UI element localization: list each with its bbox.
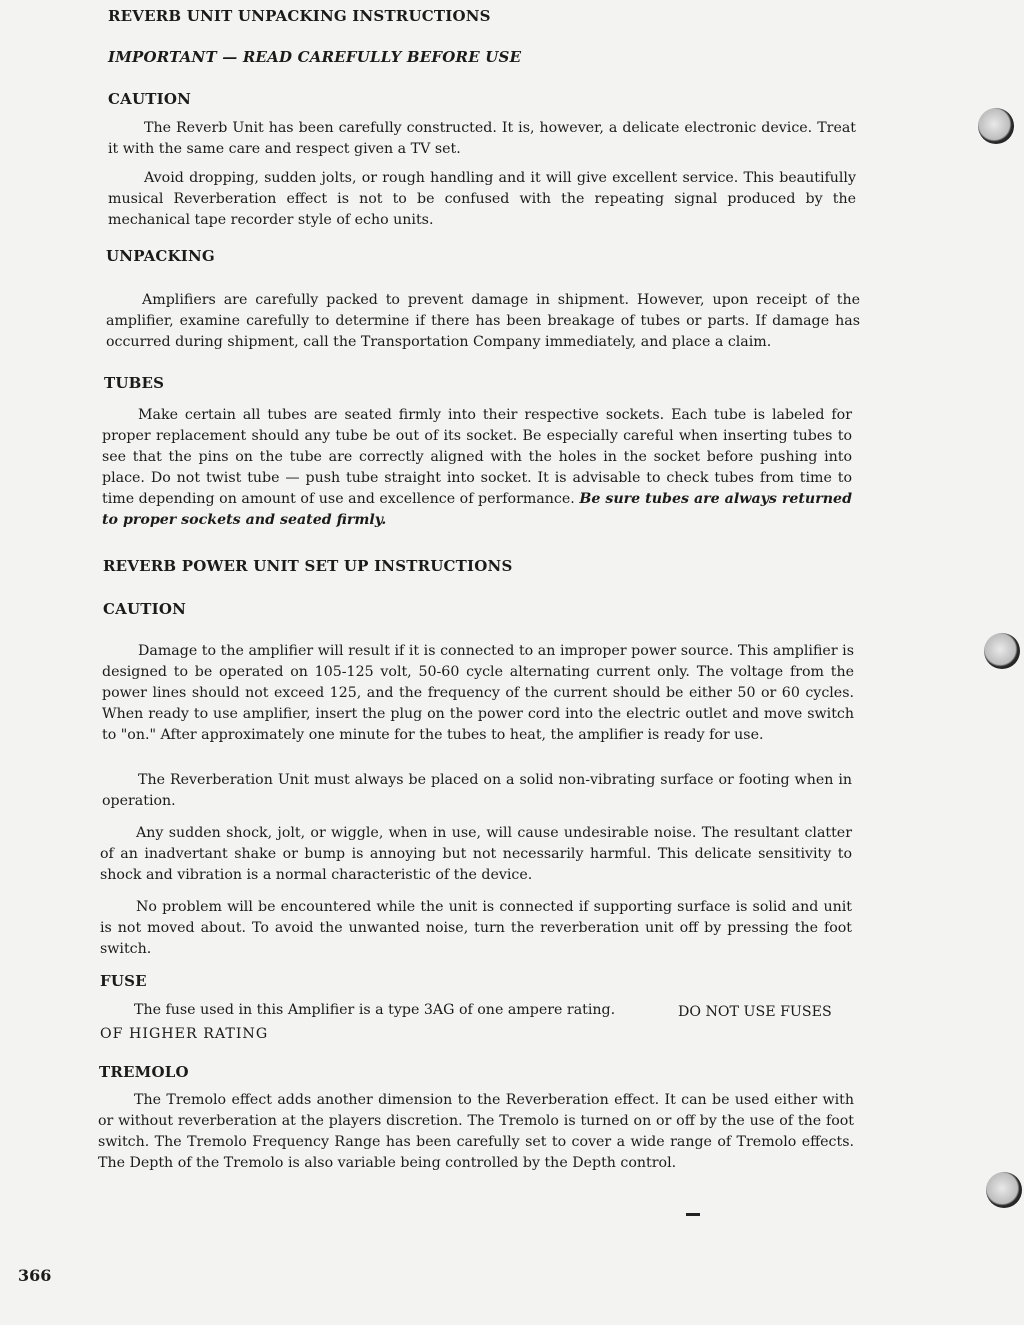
page-mark (686, 1213, 700, 1216)
unpacking-heading: UNPACKING (106, 247, 215, 265)
fuse-text-line-1: The fuse used in this Amplifier is a type 3AG of one ampere rating. (134, 1002, 616, 1018)
caution-heading: CAUTION (108, 90, 192, 108)
caution-2-paragraph-4: No problem will be encountered while the unit is connected if supporting surface is solid and unit is not moved about. To avoid the unwanted noise, turn the reverberation unit off by pressing the foot switch. (100, 899, 852, 957)
binder-hole-middle (984, 633, 1020, 669)
document-subtitle: IMPORTANT — READ CAREFULLY BEFORE USE (108, 48, 522, 66)
binder-hole-bottom (986, 1172, 1022, 1208)
tubes-paragraph (102, 405, 852, 531)
binder-hole-top (978, 108, 1014, 144)
caution-paragraph-1: The Reverb Unit has been carefully constructed. It is, however, a delicate electronic device. Treat it with the same care and respect given a TV set. (108, 120, 856, 157)
caution-2-heading: CAUTION (103, 600, 187, 618)
tremolo-paragraph: The Tremolo effect adds another dimension to the Reverberation effect. It can be used either with or without reverberation at the players discretion. The Tremolo is turned on or off by the use of the foot switch. The Tremolo Frequency Range has been carefully set to cover a wide range of Tremolo effects. The Depth of the Tremolo is also variable being controlled by the Depth control. (98, 1092, 854, 1171)
tubes-emphasis-text: Be sure tubes are always returned to proper sockets and seated firmly. (102, 491, 852, 528)
fuse-heading: FUSE (100, 972, 147, 990)
tubes-paragraph-text: Make certain all tubes are seated firmly into their respective sockets. Each tube is labeled for proper replacement should any tube be out of its socket. Be especially careful when inserting tubes to see that the pins on the tube are correctly aligned with the holes in the socket before pushing into place. Do not twist tube — push tube straight into socket. It is advisable to check tubes from time to time depending on amount of use and excellence of performance. (102, 407, 852, 507)
caution-paragraph-2: Avoid dropping, sudden jolts, or rough handling and it will give excellent service. This beautifully musical Reverberation effect is not to be confused with the repeating signal produced by the mechanical tape recorder style of echo units. (108, 170, 856, 228)
power-setup-heading: REVERB POWER UNIT SET UP INSTRUCTIONS (103, 557, 513, 575)
fuse-text-line-2: OF HIGHER RATING (100, 1026, 269, 1042)
unpacking-paragraph: Amplifiers are carefully packed to prevent damage in shipment. However, upon receipt of the amplifier, examine carefully to determine if there has been breakage of tubes or parts. If damage has occurred during shipment, call the Transportation Company immediately, and place a claim. (106, 292, 860, 350)
page-number: 366 (18, 1266, 52, 1285)
fuse-warning: DO NOT USE FUSES (678, 1004, 832, 1020)
tubes-heading: TUBES (104, 374, 165, 392)
caution-2-paragraph-1: Damage to the amplifier will result if it is connected to an improper power source. This amplifier is designed to be operated on 105-125 volt, 50-60 cycle alternating current only. The voltage from the power lines should not exceed 125, and the frequency of the current should be either 50 or 60 cycles. When ready to use amplifier, insert the plug on the power cord into the electric outlet and move switch to "on." After approximately one minute for the tubes to heat, the amplifier is ready for use. (102, 643, 854, 743)
caution-2-paragraph-3: Any sudden shock, jolt, or wiggle, when in use, will cause undesirable noise. The resultant clatter of an inadvertant shake or bump is annoying but not necessarily harmful. This delicate sensitivity to shock and vibration is a normal characteristic of the device. (100, 825, 852, 883)
caution-2-paragraph-2: The Reverberation Unit must always be placed on a solid non-vibrating surface or footing when in operation. (102, 772, 852, 809)
document-title: REVERB UNIT UNPACKING INSTRUCTIONS (108, 7, 491, 25)
tremolo-heading: TREMOLO (99, 1063, 189, 1081)
